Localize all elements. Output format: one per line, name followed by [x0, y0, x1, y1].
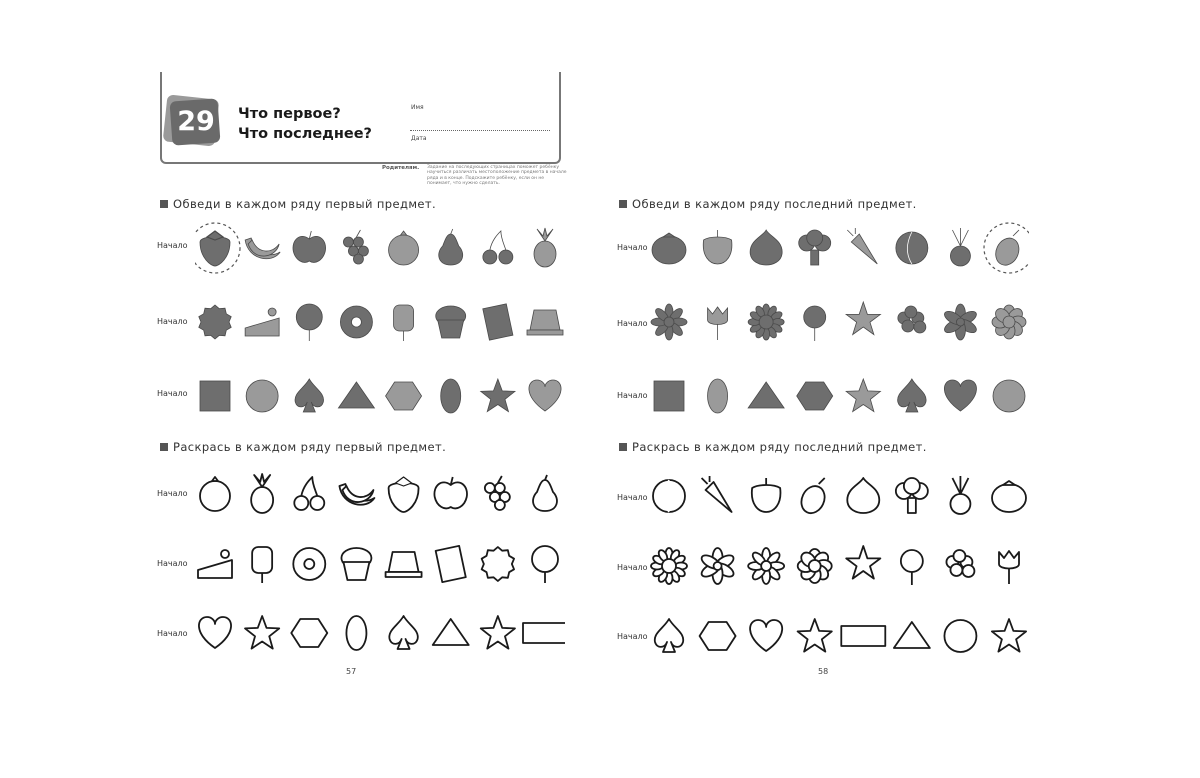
radish-icon: [950, 476, 970, 514]
cabbage-icon: [653, 480, 685, 512]
row-start-label: Начало: [617, 493, 648, 502]
picture-row: [195, 370, 565, 422]
daisy-icon: [748, 548, 784, 584]
rectangle-icon: [523, 623, 565, 643]
row-start-label: Начало: [617, 632, 648, 641]
pinwheel-flower-icon: [942, 304, 978, 340]
orange-icon: [389, 231, 419, 265]
lesson-number: 29: [177, 106, 215, 137]
star-icon: [481, 616, 515, 649]
name-label: Имя: [411, 104, 424, 111]
row-start-label: Начало: [617, 243, 648, 252]
eggplant-icon: [797, 478, 829, 517]
pinwheel-flower-icon: [699, 548, 735, 584]
row-start-label: Начало: [157, 389, 188, 398]
task-circle-last-text: Обведи в каждом ряду последний предмет.: [632, 197, 917, 211]
parents-note: Задание на последующих страницах поможет ребёнку научиться различать местоположение предмета в начале ряда и в конце. Подскажите ребёнку, если он не понимает, что нужно сделать.: [427, 165, 567, 186]
star-icon: [798, 619, 832, 652]
hexagon-icon: [700, 622, 736, 650]
row-start-label: Начало: [617, 563, 648, 572]
apple-icon: [434, 477, 467, 508]
heart-icon: [750, 620, 782, 651]
lily-icon: [846, 546, 880, 579]
task-color-first-text: Раскрась в каждом ряду первый предмет.: [173, 440, 447, 454]
rectangle-icon: [841, 626, 885, 646]
dahlia-icon: [798, 549, 832, 583]
circle-icon: [993, 380, 1025, 412]
hexagon-icon: [386, 382, 422, 410]
parents-label: Родителям.: [382, 165, 420, 171]
popsicle-icon: [394, 305, 414, 341]
grapes-icon: [343, 230, 368, 264]
picture-row: [649, 540, 1029, 592]
spade-icon: [389, 616, 417, 649]
date-label: Дата: [411, 135, 427, 142]
page-number: 57: [346, 667, 357, 676]
pineapple-icon: [534, 228, 556, 267]
pudding-icon: [527, 310, 563, 335]
cherries-icon: [483, 231, 513, 264]
task-color-last-text: Раскрась в каждом ряду последний предмет.: [632, 440, 927, 454]
daisy-icon: [651, 304, 687, 340]
row-start-label: Начало: [157, 241, 188, 250]
cabbage-icon: [896, 232, 928, 264]
cherries-icon: [294, 477, 324, 510]
lollipop-icon: [296, 304, 322, 341]
picture-row: [649, 370, 1029, 422]
task-color-first: [160, 440, 446, 454]
broccoli-icon: [896, 478, 928, 513]
oval-icon: [346, 616, 366, 650]
hexagon-icon: [291, 619, 327, 647]
tomato-icon: [652, 233, 686, 264]
lesson-title-line2: Что последнее?: [238, 126, 372, 142]
row-start-label: Начало: [157, 317, 188, 326]
picture-row: [649, 610, 1029, 662]
pear-icon: [439, 229, 463, 265]
tomato-icon: [992, 481, 1026, 512]
star-icon: [481, 379, 515, 412]
oval-icon: [708, 379, 728, 413]
broccoli-icon: [799, 230, 831, 265]
muffin-icon: [436, 306, 466, 338]
square-icon: [654, 381, 684, 411]
pepper-icon: [703, 230, 732, 264]
cookie-icon: [482, 547, 514, 581]
lily-icon: [846, 302, 880, 335]
donut-icon: [293, 548, 325, 580]
row-start-label: Начало: [157, 489, 188, 498]
page-number: 58: [818, 667, 829, 676]
row-start-label: Начало: [157, 629, 188, 638]
hydrangea-icon: [946, 550, 974, 577]
banana-icon: [339, 484, 374, 505]
picture-row: [195, 607, 565, 659]
eggplant-icon: [991, 230, 1023, 269]
dahlia-icon: [992, 305, 1026, 339]
strawberry-icon: [200, 231, 230, 266]
picture-row: [649, 296, 1029, 348]
row-start-label: Начало: [617, 391, 648, 400]
task-bullet: [619, 200, 627, 208]
lesson-title-line1: Что первое?: [238, 106, 341, 122]
circle-icon: [944, 620, 976, 652]
oval-icon: [441, 379, 461, 413]
grapes-icon: [485, 476, 510, 510]
rose-icon: [901, 550, 923, 585]
hexagon-icon: [797, 382, 833, 410]
spade-icon: [295, 379, 323, 412]
sunflower-icon: [651, 548, 687, 584]
task-circle-first-text: Обведи в каждом ряду первый предмет.: [173, 197, 437, 211]
triangle-icon: [338, 382, 374, 408]
name-line: [410, 130, 550, 131]
apple-icon: [293, 231, 326, 262]
lollipop-icon: [532, 546, 558, 583]
banana-icon: [245, 238, 280, 259]
triangle-icon: [748, 382, 784, 408]
chocolate-bar-icon: [436, 546, 466, 582]
star-icon: [992, 619, 1026, 652]
pear-icon: [533, 475, 557, 511]
chocolate-bar-icon: [483, 304, 513, 340]
strawberry-icon: [389, 477, 419, 512]
cake-slice-icon: [245, 308, 279, 336]
pineapple-icon: [251, 474, 273, 513]
picture-row: [649, 222, 1029, 274]
muffin-icon: [341, 548, 371, 580]
task-color-last: [619, 440, 927, 454]
picture-row: [649, 470, 1029, 522]
tulip-icon: [708, 307, 728, 340]
hydrangea-icon: [898, 306, 926, 333]
circle-icon: [246, 380, 278, 412]
star-icon: [245, 616, 279, 649]
picture-row: [195, 538, 565, 590]
picture-row: [195, 296, 565, 348]
task-bullet: [160, 443, 168, 451]
task-bullet: [619, 443, 627, 451]
row-start-label: Начало: [617, 319, 648, 328]
onion-icon: [847, 478, 879, 513]
cake-slice-icon: [198, 550, 232, 578]
spade-icon: [655, 619, 683, 652]
task-circle-first: [160, 197, 436, 211]
triangle-icon: [433, 619, 469, 645]
pepper-icon: [752, 478, 781, 512]
cookie-icon: [199, 305, 231, 339]
square-icon: [200, 381, 230, 411]
onion-icon: [750, 230, 782, 265]
spade-icon: [898, 379, 926, 412]
radish-icon: [950, 228, 970, 266]
task-bullet: [160, 200, 168, 208]
carrot-icon: [847, 228, 877, 264]
star-icon: [846, 379, 880, 412]
picture-row: [195, 222, 565, 274]
triangle-icon: [894, 622, 930, 648]
heart-icon: [199, 617, 231, 648]
row-start-label: Начало: [157, 559, 188, 568]
pudding-icon: [386, 552, 422, 577]
donut-icon: [340, 306, 372, 338]
sunflower-icon: [748, 304, 784, 340]
orange-icon: [200, 477, 230, 511]
picture-row: [195, 468, 565, 520]
right-page: [600, 0, 1200, 778]
heart-icon: [944, 380, 976, 411]
carrot-icon: [702, 476, 732, 512]
heart-icon: [529, 380, 561, 411]
tulip-icon: [999, 551, 1019, 584]
popsicle-icon: [252, 547, 272, 583]
task-circle-last: [619, 197, 917, 211]
rose-icon: [804, 306, 826, 341]
